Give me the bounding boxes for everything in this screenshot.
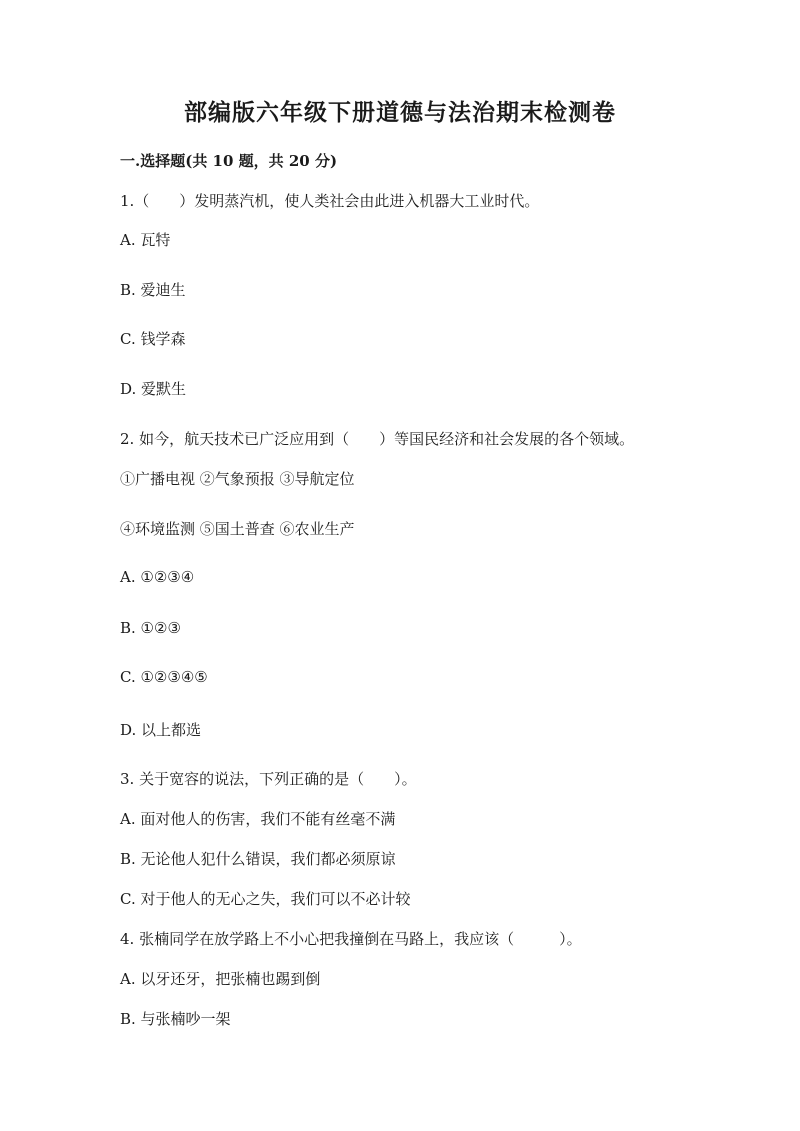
- question-2-option-d: D. 以上都选: [120, 721, 202, 739]
- section-heading: 一.选择题(共 10 题，共 20 分): [120, 152, 338, 170]
- question-1-option-a: A. 瓦特: [120, 231, 171, 249]
- question-2-option-c: C. ①②③④⑤: [120, 668, 208, 686]
- question-3-option-a: A. 面对他人的伤害，我们不能有丝毫不满: [120, 810, 396, 828]
- question-2-items-row-2: ④环境监测 ⑤国土普查 ⑥农业生产: [120, 520, 355, 538]
- question-3-option-c: C. 对于他人的无心之失，我们可以不必计较: [120, 890, 411, 908]
- question-3-stem: 3. 关于宽容的说法，下列正确的是（ ）。: [120, 770, 417, 788]
- question-4-option-b: B. 与张楠吵一架: [120, 1010, 231, 1028]
- question-2-option-a: A. ①②③④: [120, 568, 195, 586]
- question-2-option-b: B. ①②③: [120, 619, 181, 637]
- question-2-stem: 2. 如今，航天技术已广泛应用到（ ）等国民经济和社会发展的各个领域。: [120, 430, 635, 448]
- question-1-option-b: B. 爱迪生: [120, 281, 186, 299]
- question-2-items-row-1: ①广播电视 ②气象预报 ③导航定位: [120, 470, 355, 488]
- question-4-stem: 4. 张楠同学在放学路上不小心把我撞倒在马路上，我应该（ ）。: [120, 930, 582, 948]
- question-3-option-b: B. 无论他人犯什么错误，我们都必须原谅: [120, 850, 396, 868]
- page-title: 部编版六年级下册道德与法治期末检测卷: [184, 99, 616, 126]
- question-1-option-c: C. 钱学森: [120, 330, 186, 348]
- question-1-option-d: D. 爱默生: [120, 380, 187, 398]
- question-1-stem: 1.（ ）发明蒸汽机，使人类社会由此进入机器大工业时代。: [120, 192, 540, 210]
- question-4-option-a: A. 以牙还牙，把张楠也踢到倒: [120, 970, 321, 988]
